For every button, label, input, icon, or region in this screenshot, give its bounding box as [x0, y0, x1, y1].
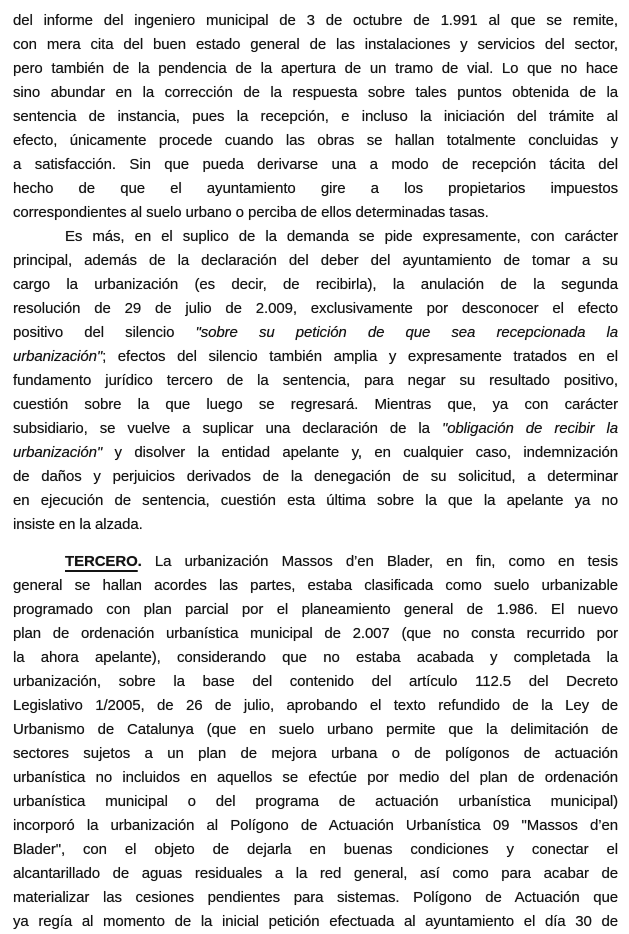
text-line	[13, 417, 618, 441]
text-segment: Es más, en el suplico de la demanda se pide expresamente, con carácter	[65, 228, 618, 245]
text-segment: Legislativo 1/2005, de 26 de julio, aprobando el texto refundido de la Ley de	[13, 697, 618, 714]
text-line	[13, 153, 618, 177]
text-line	[13, 622, 618, 646]
text-segment: .	[137, 553, 142, 570]
text-segment: Blader", con el objeto de dejarla en buenas condiciones y conectar el	[13, 841, 618, 858]
text-line	[13, 441, 618, 465]
text-segment: resolución de 29 de julio de 2.009, exclusivamente por desconocer el efecto	[13, 300, 618, 317]
text-segment: alcantarillado de aguas residuales a la red general, así como para acabar de	[13, 865, 618, 882]
paragraph-tercero	[13, 550, 618, 934]
text-line	[13, 742, 618, 766]
text-segment: de daños y perjuicios derivados de la denegación de su solicitud, a determinar	[13, 468, 618, 485]
text-segment: correspondientes al suelo urbano o perciba de ellos determinadas tasas.	[13, 204, 489, 221]
text-line	[13, 201, 618, 225]
text-line	[13, 321, 618, 345]
text-segment: urbanística municipal o del programa de actuación urbanística municipal)	[13, 793, 618, 810]
text-line	[13, 862, 618, 886]
text-line	[13, 513, 618, 537]
text-segment: sino abundar en la corrección de la respuesta sobre tales puntos obtenida de la	[13, 84, 618, 101]
text-line	[13, 886, 618, 910]
text-segment: ya regía al momento de la inicial petición efectuada al ayuntamiento el día 30 de	[13, 913, 618, 930]
text-line	[13, 129, 618, 153]
text-line	[13, 694, 618, 718]
text-line	[13, 766, 618, 790]
text-line	[13, 345, 618, 369]
text-line	[13, 393, 618, 417]
text-segment: insiste en la alzada.	[13, 516, 143, 533]
text-line	[13, 57, 618, 81]
text-line	[13, 598, 618, 622]
text-segment: pero también de la pendencia de la apertura de un tramo de vial. Lo que no hace	[13, 60, 618, 77]
text-line	[13, 225, 618, 249]
text-segment: positivo del silencio	[13, 324, 196, 341]
text-line	[13, 670, 618, 694]
text-line	[13, 33, 618, 57]
text-line	[13, 718, 618, 742]
section-heading: TERCERO	[65, 553, 138, 570]
text-line	[13, 489, 618, 513]
text-segment: materializar las cesiones pendientes para sistemas. Polígono de Actuación que	[13, 889, 618, 906]
text-line	[13, 273, 618, 297]
text-segment: urbanística no incluidos en aquellos se efectúe por medio del plan de ordenación	[13, 769, 618, 786]
text-line	[13, 249, 618, 273]
text-segment: principal, además de la declaración del deber del ayuntamiento de tomar a su	[13, 252, 618, 269]
text-segment: en ejecución de sentencia, cuestión esta última sobre la que la apelante ya no	[13, 492, 618, 509]
text-segment: programado con plan parcial por el planeamiento general de 1.986. El nuevo	[13, 601, 618, 618]
text-segment: plan de ordenación urbanística municipal de 2.007 (que no consta recurrido por	[13, 625, 618, 642]
text-line	[13, 9, 618, 33]
text-segment: "obligación de recibir la	[441, 420, 618, 437]
text-segment: efecto, únicamente procede cuando las obras se hallan totalmente concluidas y	[13, 132, 618, 149]
text-line	[13, 910, 618, 934]
text-segment: incorporó la urbanización al Polígono de Actuación Urbanística 09 "Massos d’en	[13, 817, 618, 834]
text-segment: general se hallan acordes las partes, estaba clasificada como suelo urbanizable	[13, 577, 618, 594]
text-segment: urbanización"	[13, 348, 103, 365]
text-line	[13, 550, 618, 574]
text-segment: a satisfacción. Sin que pueda derivarse una a modo de recepción tácita del	[13, 156, 618, 173]
text-line	[13, 105, 618, 129]
text-line	[13, 646, 618, 670]
text-segment: y disolver la entidad apelante y, en cualquier caso, indemnización	[102, 444, 618, 461]
text-segment: Urbanismo de Catalunya (que en suelo urbano permite que la delimitación de	[13, 721, 618, 738]
text-segment: hecho de que el ayuntamiento gire a los propietarios impuestos	[13, 180, 618, 197]
text-segment: sentencia de instancia, pues la recepción, e incluso la iniciación del trámite al	[13, 108, 618, 125]
text-segment: "sobre su petición de que sea recepcionada la	[195, 324, 618, 341]
text-segment: la ahora apelante), considerando que no estaba acabada y completada la	[13, 649, 618, 666]
text-segment: sectores sujetos a un plan de mejora urbana o de polígonos de actuación	[13, 745, 618, 762]
text-segment: La urbanización Massos d’en Blader, en fin, como en tesis	[141, 553, 618, 570]
text-line	[13, 369, 618, 393]
text-segment: ; efectos del silencio también amplia y expresamente tratados en el	[102, 348, 618, 365]
paragraph-suplico	[13, 225, 618, 537]
text-segment: con mera cita del buen estado general de las instalaciones y servicios del sector,	[13, 36, 618, 53]
text-line	[13, 81, 618, 105]
text-segment: del informe del ingeniero municipal de 3 de octubre de 1.991 al que se remite,	[13, 12, 618, 29]
text-line	[13, 814, 618, 838]
text-segment: urbanización, sobre la base del contenido del artículo 112.5 del Decreto	[13, 673, 618, 690]
text-line	[13, 574, 618, 598]
text-segment: cargo la urbanización (es decir, de recibirla), la anulación de la segunda	[13, 276, 618, 293]
text-segment: fundamento jurídico tercero de la sentencia, para negar su resultado positivo,	[13, 372, 618, 389]
text-segment: urbanización"	[13, 444, 103, 461]
text-segment: cuestión sobre la que luego se regresará. Mientras que, ya con carácter	[13, 396, 618, 413]
text-segment: subsidiario, se vuelve a suplicar una declaración de la	[13, 420, 442, 437]
text-line	[13, 790, 618, 814]
paragraph-recepcion	[13, 9, 618, 225]
text-line	[13, 297, 618, 321]
text-line	[13, 177, 618, 201]
text-line	[13, 838, 618, 862]
text-line	[13, 465, 618, 489]
